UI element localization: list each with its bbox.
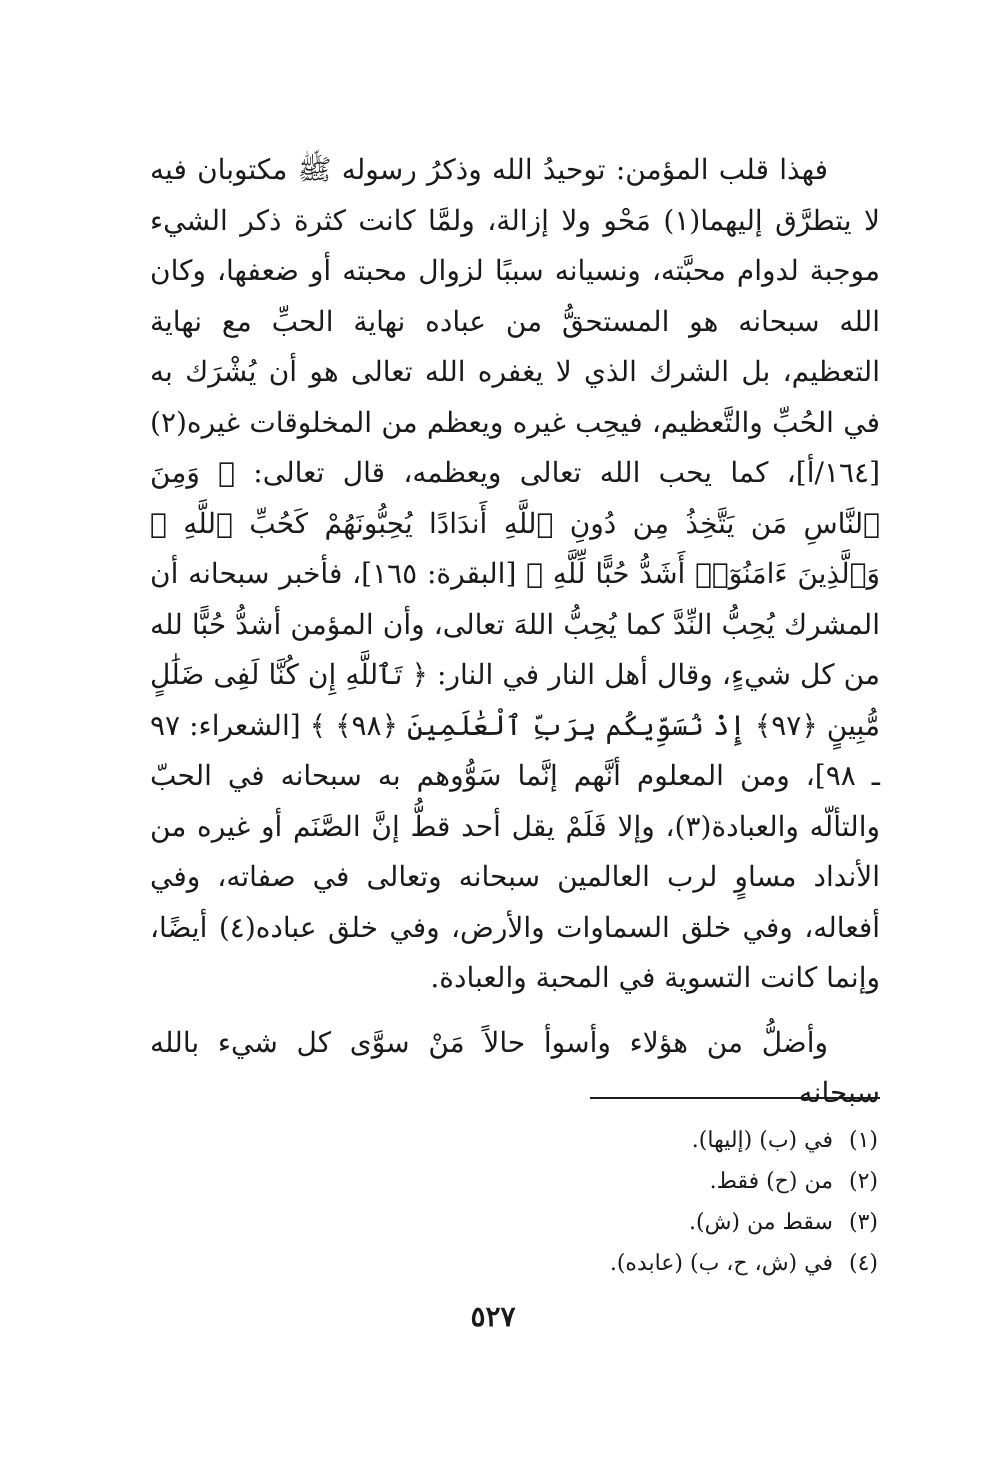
footnote-4 — [278, 1243, 878, 1284]
footnote-number: (٢) — [848, 1169, 878, 1194]
main-text — [150, 145, 880, 1119]
footnotes — [278, 1120, 878, 1284]
footnote-2 — [278, 1161, 878, 1202]
footnote-number: (١) — [848, 1128, 878, 1153]
footnote-3 — [278, 1202, 878, 1243]
footnote-text: في (ب) (إليها). — [691, 1128, 833, 1153]
footnote-text: سقط من (ش). — [689, 1210, 833, 1235]
paragraph-1: فهذا قلب المؤمن: توحيدُ الله وذكرُ رسوله ﷺ مكتوبان فيه لا يتطرَّق إليهما(١) مَحْو ولا إزالة، ولمَّا كانت كثرة ذكر الشيء موجبة لدوام محبَّته، ونسيانه سببًا لزوال محبته أو ضعفها، وكان الله سبحانه هو المستحقُّ من عباده نهاية الحبِّ مع نهاية التعظيم، بل الشرك الذي لا يغفره الله تعالى هو أن يُشْرَك به في الحُبِّ والتَّعظيم، فيحِب غيره ويعظم من المخلوقات غيره(٢) [١٦٤/أ]، كما يحب الله تعالى ويعظمه، قال تعالى: ﴿ وَمِنَ ٱلنَّاسِ مَن يَتَّخِذُ مِن دُونِ ٱللَّهِ أَندَادًا يُحِبُّونَهُمْ كَحُبِّ ٱللَّهِ ۖ وَٱلَّذِينَ ءَامَنُوٓا۟ أَشَدُّ حُبًّا لِّلَّهِ ﴾ [البقرة: ١٦٥]، فأخبر سبحانه أن المشرك يُحِبُّ النِّدَّ كما يُحِبُّ اللهَ تعالى، وأن المؤمن أشدُّ حُبًّا لله من كل شيءٍ، وقال أهل النار في النار: ﴿ تَٱللَّهِ إِن كُنَّا لَفِى ضَلَٰلٍ مُّبِينٍ ﴿٩٧﴾ إِذْ نُسَوِّيكُم بِرَبِّ ٱلْعَٰلَمِينَ ﴿٩٨﴾ ﴾ [الشعراء: ٩٧ ـ ٩٨]، ومن المعلوم أنَّهم إنَّما سَوُّوهم به سبحانه في الحبّ والتألّه والعبادة(٣)، وإلا فَلَمْ يقل أحد قطُّ إنَّ الصَّنَم أو غيره من الأنداد مساوٍ لرب العالمين سبحانه وتعالى في صفاته، وفي أفعاله، وفي خلق السماوات والأرض، وفي خلق عباده(٤) أيضًا، وإنما كانت التسوية في المحبة والعبادة. — [150, 153, 881, 994]
footnote-separator — [590, 1097, 880, 1099]
footnote-number: (٣) — [848, 1210, 878, 1235]
footnote-text: من (ح) فقط. — [709, 1169, 833, 1194]
paragraph-2: وأضلُّ من هؤلاء وأسوأ حالاً مَنْ سوَّى كل شيء بالله سبحانه — [150, 1025, 880, 1109]
footnote-text: في (ش، ح، ب) (عابده). — [609, 1251, 833, 1276]
footnote-1 — [278, 1120, 878, 1161]
page-number: ٥٢٧ — [470, 1300, 516, 1333]
footnote-number: (٤) — [848, 1251, 878, 1276]
